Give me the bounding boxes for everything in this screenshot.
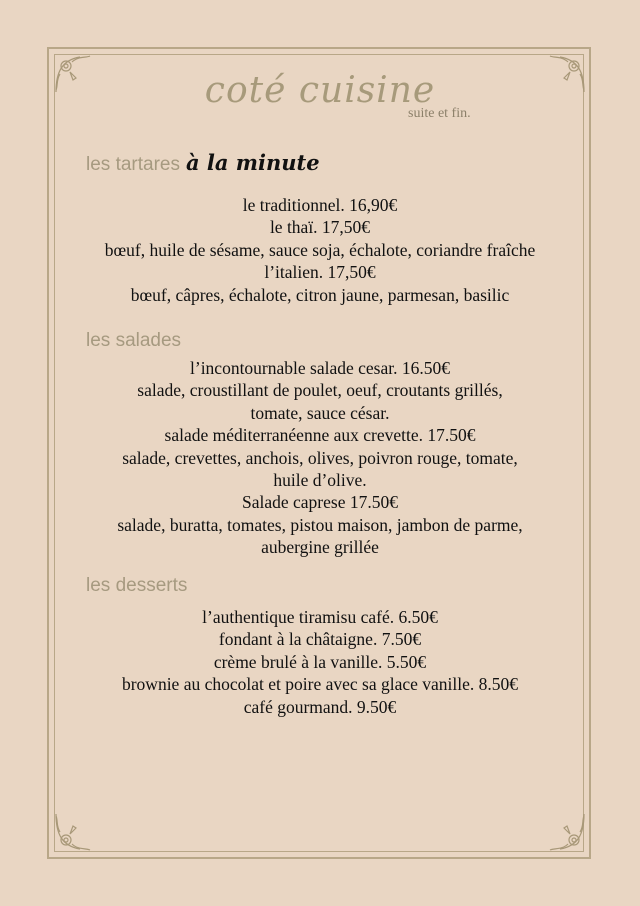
- menu-line: salade, crevettes, anchois, olives, poivron rouge, tomate,: [122, 447, 518, 468]
- corner-ornament-icon: [544, 810, 588, 854]
- tartares-list: [0, 194, 640, 306]
- menu-line: l’authentique tiramisu café. 6.50€: [202, 607, 438, 627]
- menu-line: salade méditerranéenne aux crevette. 17.50€: [164, 425, 476, 446]
- menu-line: Salade caprese 17.50€: [242, 492, 398, 513]
- menu-line: café gourmand. 9.50€: [243, 696, 397, 717]
- menu-line: brownie au chocolat et poire avec sa glace vanille. 8.50€: [121, 674, 518, 695]
- menu-line: salade, croustillant de poulet, oeuf, croutants grillés,: [137, 380, 503, 401]
- salades-list: [0, 357, 640, 559]
- section-heading-salades: [86, 330, 181, 352]
- section-title: les tartares: [86, 154, 180, 175]
- menu-line: bœuf, câpres, échalote, citron jaune, parmesan, basilic: [130, 284, 510, 305]
- section-title: les desserts: [86, 575, 188, 596]
- menu-line: huile d’olive.: [273, 470, 367, 491]
- menu-line: l’italien. 17,50€: [264, 262, 376, 283]
- section-heading-tartares: [86, 150, 320, 176]
- menu-line: l’incontournable salade cesar. 16.50€: [190, 358, 450, 378]
- corner-ornament-icon: [52, 810, 96, 854]
- menu-header: [0, 70, 640, 121]
- section-accent: à la minute: [185, 150, 320, 175]
- menu-line: salade, buratta, tomates, pistou maison, jambon de parme,: [117, 514, 523, 535]
- menu-line: le thaï. 17,50€: [269, 217, 371, 238]
- menu-line: fondant à la châtaigne. 7.50€: [218, 629, 422, 650]
- menu-line: crème brulé à la vanille. 5.50€: [213, 651, 427, 672]
- section-heading-desserts: [86, 575, 187, 597]
- restaurant-subtitle: suite et fin.: [408, 106, 471, 121]
- restaurant-title: coté cuisine: [204, 70, 436, 111]
- menu-line: tomate, sauce césar.: [250, 402, 390, 423]
- section-title: les salades: [86, 330, 182, 351]
- menu-line: aubergine grillée: [261, 537, 379, 558]
- desserts-list: [0, 606, 640, 718]
- menu-line: bœuf, huile de sésame, sauce soja, échalote, coriandre fraîche: [104, 239, 536, 260]
- menu-line: le traditionnel. 16,90€: [242, 195, 398, 215]
